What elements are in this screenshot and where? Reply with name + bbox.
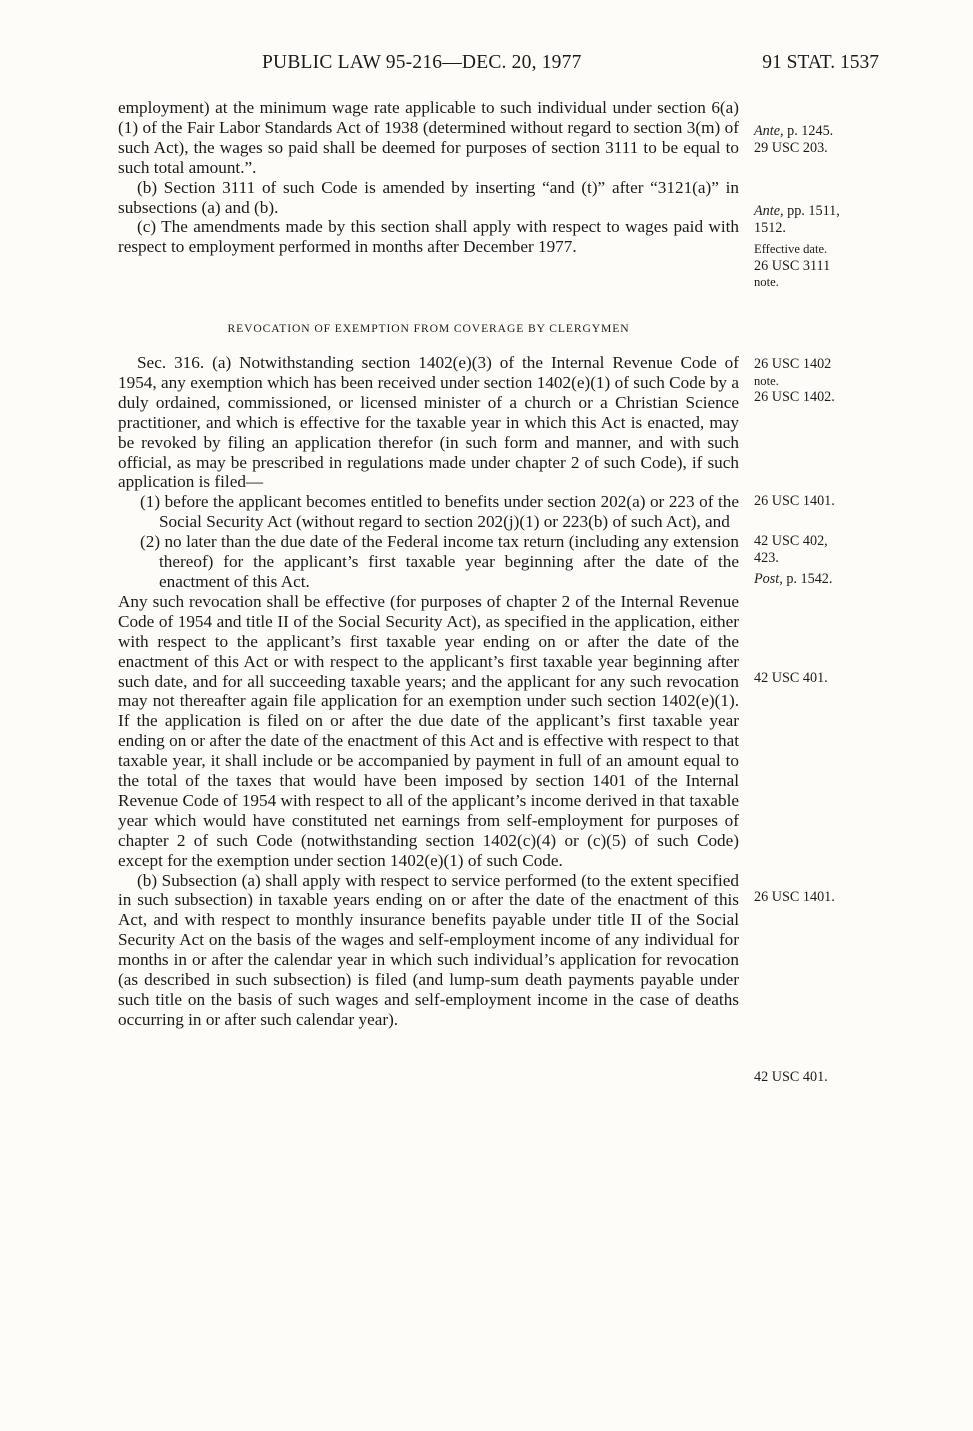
margin-note-text: 26 USC 1402: [754, 356, 832, 372]
margin-note-text: 42 USC 401.: [754, 1069, 828, 1085]
margin-note-26-usc-1401-b: [754, 889, 884, 906]
margin-note-text: 29 USC 203.: [754, 139, 828, 156]
margin-note-text: 26 USC 1402.: [754, 389, 835, 405]
margin-note-text: 42 USC 401.: [754, 670, 828, 686]
margin-note-text: 1512.: [754, 219, 786, 236]
margin-note-text: 26 USC 1401.: [754, 493, 835, 509]
page-header-title: PUBLIC LAW 95-216—DEC. 20, 1977: [262, 52, 582, 73]
margin-note-26-usc-1401: [754, 493, 884, 510]
paragraph-subsection-c: (c) The amendments made by this section shall apply with respect to wages paid with respect to employment performed in months after December 1977.: [118, 217, 739, 257]
paragraph-revocation-effect: Any such revocation shall be effective (for purposes of chapter 2 of the Internal Revenue Code of 1954 and title II of the Social Security Act), as specified in the application, either with respect to the applicant’s first taxable year ending on or after the date of the enactment of this Act or with respect to the applicant’s first taxable year beginning after such date, and for all succeeding taxable years; and the applicant for any such revocation may not thereafter again file application for an exemption under such section 1402(e)(1). If the application is filed on or after the due date of the applicant’s first taxable year ending on or after the date of the enactment of this Act and is effective with respect to that taxable year, it shall include or be accompanied by payment in full of an amount equal to the total of the taxes that would have been imposed by section 1401 of the Internal Revenue Code of 1954 with respect to all of the applicant’s income derived in that taxable year which would have constituted net earnings from self-employment for purposes of chapter 2 of such Code (notwithstanding section 1402(c)(4) or (c)(5) of such Code) except for the exemption under section 1402(e)(1) of such Code.: [118, 591, 739, 870]
margin-note-text: note.: [754, 373, 779, 388]
page-header-stat-citation: 91 STAT. 1537: [762, 52, 879, 73]
margin-note-26-usc-1402: [754, 356, 884, 406]
list-item-2: (2) no later than the due date of the Federal income tax return (including any extension thereof) for the applicant’s first taxable year beginning after the date of the enactment of this Act.: [140, 532, 739, 591]
paragraph-subsection-b: (b) Section 3111 of such Code is amended by inserting “and (t)” after “3121(a)” in subsections (a) and (b).: [118, 177, 739, 217]
paragraph-subsection-b-316: (b) Subsection (a) shall apply with respect to service performed (to the extent specified in such subsection) in taxable years ending on or after the date of the enactment of this Act, and with respect to monthly insurance benefits payable under title II of the Social Security Act on the basis of the wages and self-employment income of any individual for months in or after the calendar year in which such individual’s application for revocation (as described in such subsection) is filed (and lump-sum death payments payable under such title on the basis of such wages and self-employment income in the case of deaths occurring in or after such calendar year).: [118, 870, 739, 1029]
section-heading: REVOCATION OF EXEMPTION FROM COVERAGE BY CLERGYMEN: [227, 322, 630, 335]
margin-note-ante-1245: [754, 123, 884, 156]
margin-note-42-usc-402: [754, 533, 884, 566]
margin-note-text: Effective date.: [754, 242, 828, 256]
margin-note-italic: Ante,: [754, 123, 784, 139]
text-block-section-316: [118, 353, 739, 1030]
margin-note-42-usc-401: [754, 670, 884, 687]
margin-note-text: 42 USC 402,: [754, 533, 828, 549]
margin-note-text: pp. 1511,: [783, 203, 840, 219]
margin-note-text: p. 1245.: [783, 123, 834, 139]
margin-note-ante-1511: [754, 203, 884, 236]
margin-note-text: p. 1542.: [782, 571, 833, 587]
margin-note-text: note.: [754, 275, 779, 289]
margin-note-text: 26 USC 1401.: [754, 889, 835, 905]
list-item-1: (1) before the applicant becomes entitled to benefits under section 202(a) or 223 of the Social Security Act (without regard to section 202(j)(1) or 223(b) of such Act), and: [140, 492, 739, 532]
margin-note-post-1542: [754, 571, 884, 588]
margin-note-text: 423.: [754, 549, 779, 566]
margin-note-text: 26 USC 3111: [754, 257, 831, 274]
paragraph-continuation: employment) at the minimum wage rate applicable to such individual under section 6(a)(1) of the Fair Labor Standards Act of 1938 (determined without regard to section 3(m) of such Act), the wages so paid shall be deemed for purposes of section 3111 to be equal to such total amount.”.: [118, 98, 739, 177]
margin-note-italic: Post,: [754, 571, 783, 587]
text-block-section-315-end: [118, 98, 739, 257]
margin-note-effective-date: [754, 241, 884, 291]
paragraph-sec-316-a: Sec. 316. (a) Notwithstanding section 1402(e)(3) of the Internal Revenue Code of 1954, any exemption which has been received under section 1402(e)(1) of such Code by a duly ordained, commissioned, or licensed minister of a church or a Christian Science practitioner, and which is effective for the taxable year in which this Act is enacted, may be revoked by filing an application therefor (in such form and manner, and with such official, as may be prescribed in regulations made under chapter 2 of such Code), if such application is filed—: [118, 353, 739, 492]
margin-note-italic: Ante,: [754, 203, 784, 219]
margin-note-42-usc-401-b: [754, 1069, 884, 1086]
